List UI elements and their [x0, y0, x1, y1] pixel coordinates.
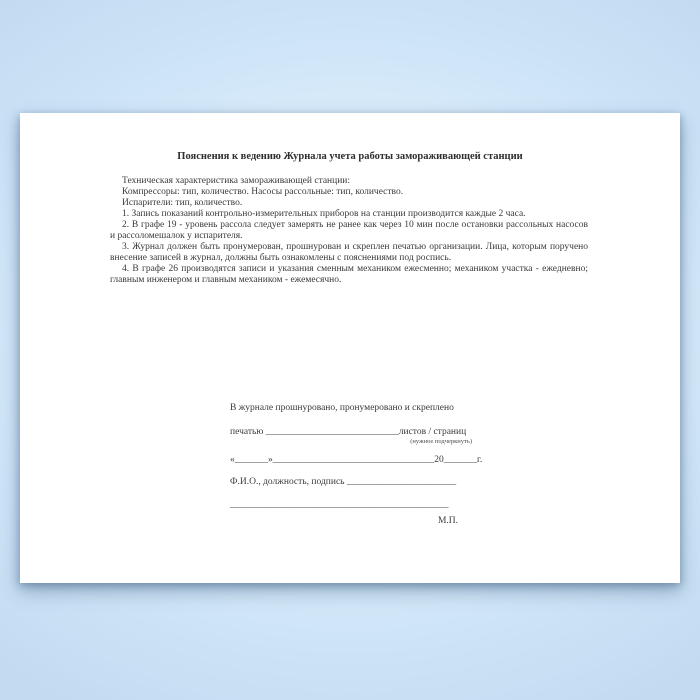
signature-blank-line: ______________________________________________ — [230, 500, 449, 510]
paragraph-item-4: 4. В графе 26 производятся записи и указания сменным механиком ежесменно; механиком участка - ежедневно; главным инженером и главным механиком - ежемесячно. — [110, 264, 588, 285]
paragraph-item-1: 1. Запись показаний контрольно-измерительных приборов на станции производится каждые 2 часа. — [122, 209, 526, 219]
paragraph-evaporators: Испарители: тип, количество. — [122, 198, 243, 208]
document-page — [20, 113, 680, 583]
certification-intro: В журнале прошнуровано, пронумеровано и скреплено — [230, 403, 454, 413]
certification-block — [230, 403, 483, 527]
document-title: Пояснения к ведению Журнала учета работы замораживающей станции — [177, 151, 523, 162]
stamp-place-label: М.П. — [437, 516, 458, 526]
name-position-signature-line: Ф.И.О., должность, подпись _______________________ — [230, 477, 457, 487]
paragraph-item-3: 3. Журнал должен быть пронумерован, прошнурован и скреплен печатью организации. Лица, которым поручено внесение записей в журнал, должны быть ознакомлены с пояснениями под роспись. — [110, 242, 588, 263]
sheets-pages-line: печатью ____________________________листов / страниц — [230, 427, 467, 437]
date-fill-line: «_______»__________________________________20_______г. — [230, 455, 483, 465]
paragraph-item-2: 2. В графе 19 - уровень рассола следует замерять не ранее как через 10 мин после остановки рассольных насосов и рассоломешалок у испарителя. — [110, 220, 588, 241]
paragraph-tech-characteristic: Техническая характеристика замораживающей станции: — [122, 176, 351, 186]
document-body — [110, 176, 588, 286]
paragraph-compressors: Компрессоры: тип, количество. Насосы рассольные: тип, количество. — [122, 187, 404, 197]
underline-needed-caption: (нужное подчеркнуть) — [410, 438, 472, 445]
